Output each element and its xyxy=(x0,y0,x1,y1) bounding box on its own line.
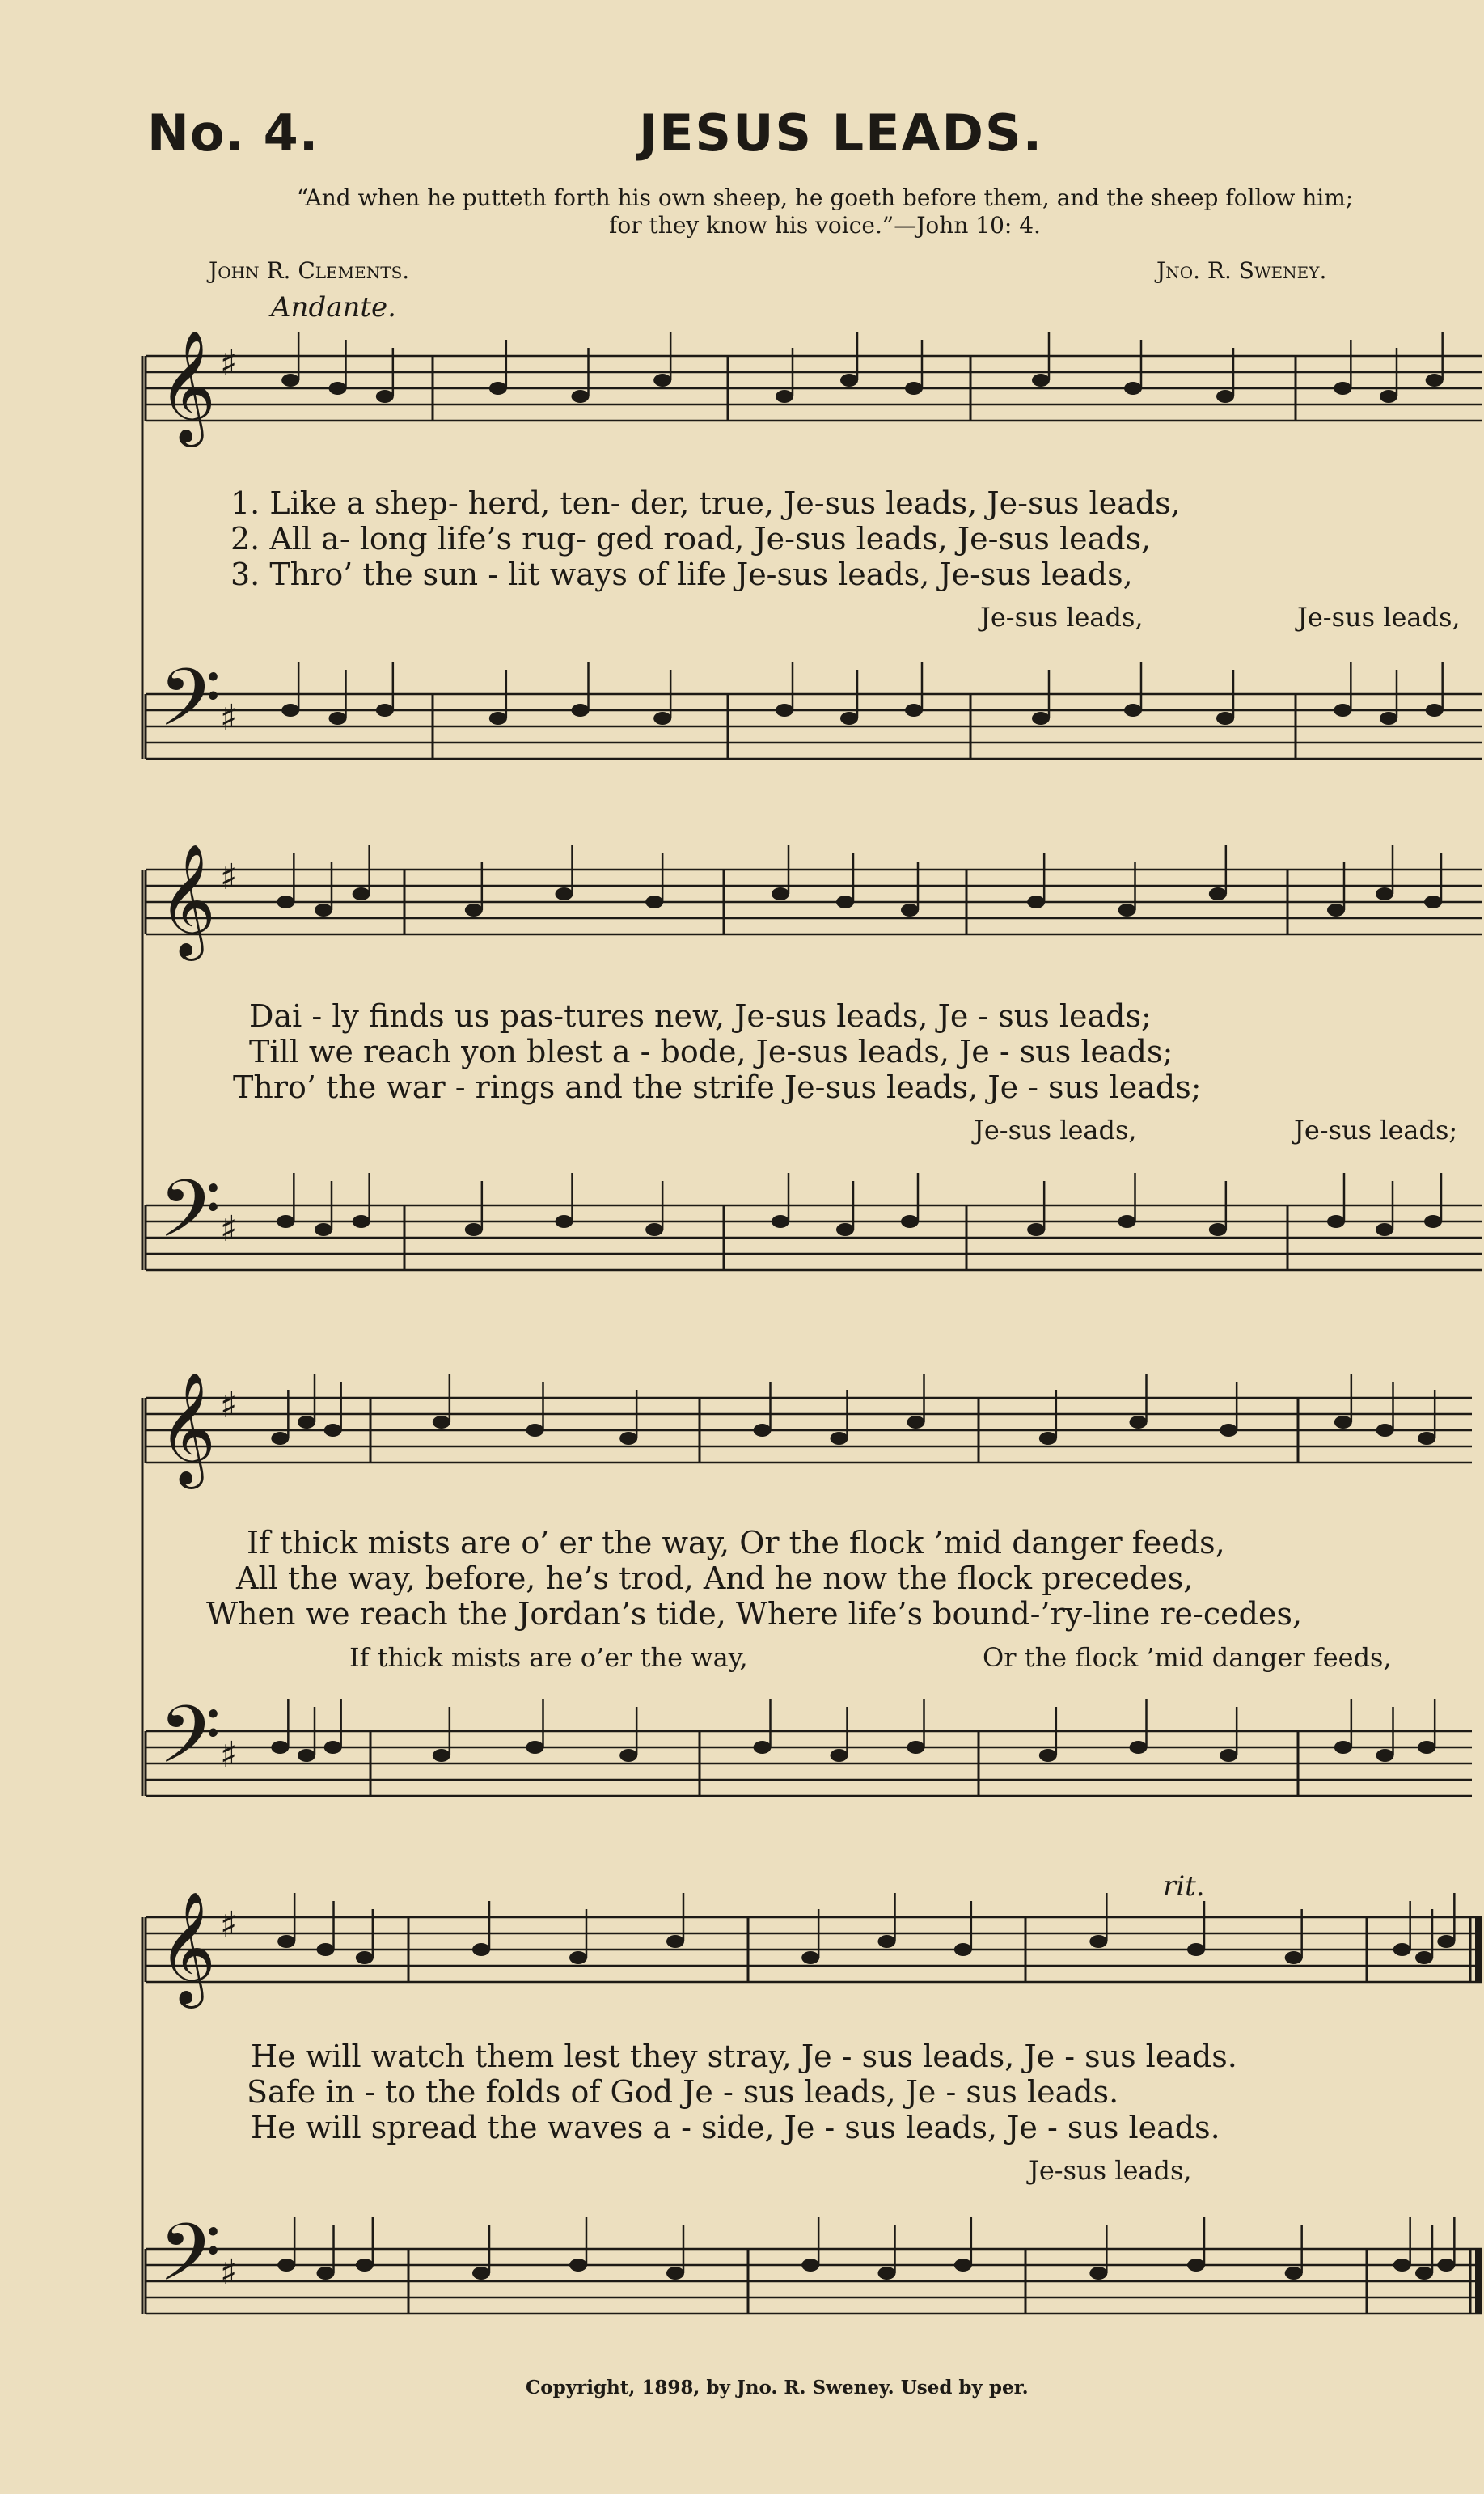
notehead xyxy=(1027,896,1045,908)
key-signature-sharp-icon: ♯ xyxy=(220,1385,238,1426)
notehead xyxy=(878,1935,896,1948)
notehead xyxy=(1376,887,1393,900)
notehead xyxy=(433,1416,450,1429)
hymn-number: No. 4. xyxy=(147,104,319,163)
notehead xyxy=(1380,390,1397,403)
notehead xyxy=(776,390,793,403)
notehead xyxy=(954,1943,972,1956)
notehead xyxy=(840,712,858,725)
verse-line: He will watch them lest they stray, Je - sus leads, Je - sus leads. xyxy=(251,2039,1237,2074)
notehead xyxy=(1216,390,1234,403)
notehead xyxy=(905,704,923,717)
notehead xyxy=(1039,1749,1057,1762)
notehead xyxy=(433,1749,450,1762)
notehead xyxy=(1376,1749,1394,1762)
key-signature-sharp-icon: ♯ xyxy=(220,697,238,739)
notehead xyxy=(465,904,483,917)
alto-text: Je-sus leads; xyxy=(1294,1115,1458,1145)
notehead xyxy=(353,1215,370,1228)
verse-line: Till we reach yon blest a - bode, Je-sus leads, Je - sus leads; xyxy=(249,1034,1173,1069)
notehead xyxy=(277,896,294,908)
notehead xyxy=(653,374,671,387)
notehead xyxy=(1334,704,1351,717)
verse-line: 1. Like a shep- herd, ten- der, true, Je-sus leads, Je-sus leads, xyxy=(230,485,1181,521)
notehead xyxy=(271,1432,289,1445)
verse-line: Dai - ly finds us pas-tures new, Je-sus leads, Je - sus leads; xyxy=(249,998,1152,1034)
notehead xyxy=(489,382,507,395)
notehead xyxy=(1209,887,1227,900)
notehead xyxy=(281,704,299,717)
verse-line: Thro’ the war - rings and the strife Je-sus leads, Je - sus leads; xyxy=(233,1069,1202,1105)
verse-line: When we reach the Jordan’s tide, Where life’s bound-’ry-line re-cedes, xyxy=(206,1596,1303,1632)
bass-clef-icon: 𝄢 xyxy=(159,652,222,764)
notehead xyxy=(1424,896,1442,908)
copyright-notice: Copyright, 1898, by Jno. R. Sweney. Used by per. xyxy=(526,2377,1029,2399)
notehead xyxy=(298,1416,315,1429)
notehead xyxy=(901,1215,919,1228)
notehead xyxy=(329,382,347,395)
notehead xyxy=(831,1749,848,1762)
notehead xyxy=(472,1943,490,1956)
notehead xyxy=(1426,704,1444,717)
treble-clef-icon: 𝄞 xyxy=(159,1372,216,1484)
notehead xyxy=(645,1223,663,1236)
notehead xyxy=(666,2267,684,2280)
notehead xyxy=(1124,382,1142,395)
notehead xyxy=(907,1741,925,1754)
notehead xyxy=(1285,1951,1303,1964)
notehead xyxy=(1376,1424,1394,1437)
final-bar-thick xyxy=(1475,2249,1482,2314)
notehead xyxy=(298,1749,315,1762)
notehead xyxy=(1027,1223,1045,1236)
notehead xyxy=(1415,1951,1433,1964)
notehead xyxy=(772,887,789,900)
notehead xyxy=(281,374,299,387)
notehead xyxy=(1418,1432,1435,1445)
notehead xyxy=(1118,1215,1136,1228)
verse-line: If thick mists are o’ er the way, Or the flock ’mid danger feeds, xyxy=(247,1525,1225,1560)
notehead xyxy=(1209,1223,1227,1236)
notehead xyxy=(271,1741,289,1754)
notehead xyxy=(277,1215,294,1228)
notehead xyxy=(776,704,793,717)
notehead xyxy=(878,2267,896,2280)
notehead xyxy=(836,896,854,908)
notehead xyxy=(836,1223,854,1236)
notehead xyxy=(1415,2267,1433,2280)
alto-text: Je-sus leads, xyxy=(974,1115,1137,1145)
notehead xyxy=(315,1223,332,1236)
verse-line: 3. Thro’ the sun - lit ways of life Je-sus leads, Je-sus leads, xyxy=(230,557,1133,592)
verse-line: All the way, before, he’s trod, And he now the flock precedes, xyxy=(236,1560,1194,1596)
key-signature-sharp-icon: ♯ xyxy=(220,1209,238,1250)
verse-line: Safe in - to the folds of God Je - sus leads, Je - sus leads. xyxy=(247,2074,1119,2110)
notehead xyxy=(754,1741,772,1754)
treble-clef-icon: 𝄞 xyxy=(159,1891,216,2004)
notehead xyxy=(1089,2267,1107,2280)
notehead xyxy=(1220,1749,1237,1762)
bass-clef-icon: 𝄢 xyxy=(159,1689,222,1802)
alto-text: Je-sus leads, xyxy=(980,602,1144,633)
notehead xyxy=(1118,904,1136,917)
notehead xyxy=(1220,1424,1237,1437)
alto-text: Or the flock ’mid danger feeds, xyxy=(983,1642,1392,1673)
notehead xyxy=(1376,1223,1393,1236)
alto-text: Je-sus leads, xyxy=(1029,2155,1192,2186)
notehead xyxy=(653,712,671,725)
notehead xyxy=(569,1951,587,1964)
bass-clef-icon: 𝄢 xyxy=(159,2207,222,2319)
notehead xyxy=(1426,374,1444,387)
notehead xyxy=(801,2259,819,2272)
notehead xyxy=(1437,1935,1455,1948)
notehead xyxy=(556,1215,573,1228)
bass-clef-icon: 𝄢 xyxy=(159,1163,222,1276)
notehead xyxy=(1130,1416,1148,1429)
lyricist: John R. Clements. xyxy=(209,257,410,284)
notehead xyxy=(526,1741,544,1754)
notehead xyxy=(619,1749,637,1762)
key-signature-sharp-icon: ♯ xyxy=(220,2252,238,2293)
notehead xyxy=(1032,712,1050,725)
epigraph: “And when he putteth forth his own sheep, he goeth before them, and the sheep follow him; for they know his voice.”—John 10: 4. xyxy=(296,184,1354,239)
notehead xyxy=(1089,1935,1107,1948)
notehead xyxy=(376,390,394,403)
notehead xyxy=(356,2259,374,2272)
notehead xyxy=(356,1951,374,1964)
notehead xyxy=(754,1424,772,1437)
notehead xyxy=(569,2259,587,2272)
notehead xyxy=(1327,1215,1345,1228)
notehead xyxy=(329,712,347,725)
notehead xyxy=(619,1432,637,1445)
notehead xyxy=(1130,1741,1148,1754)
notehead xyxy=(526,1424,544,1437)
notehead xyxy=(666,1935,684,1948)
notehead xyxy=(556,887,573,900)
notehead xyxy=(1327,904,1345,917)
notehead xyxy=(905,382,923,395)
notehead xyxy=(324,1424,342,1437)
notehead xyxy=(1124,704,1142,717)
notehead xyxy=(315,904,332,917)
notehead xyxy=(1187,1943,1205,1956)
alto-text: Je-sus leads, xyxy=(1297,602,1461,633)
key-signature-sharp-icon: ♯ xyxy=(220,857,238,898)
notehead xyxy=(1187,2259,1205,2272)
tempo-marking: Andante. xyxy=(271,291,396,324)
verse-line: He will spread the waves a - side, Je - sus leads, Je - sus leads. xyxy=(251,2110,1220,2145)
notehead xyxy=(489,712,507,725)
notehead xyxy=(1393,1943,1411,1956)
notehead xyxy=(572,704,590,717)
final-bar-thick xyxy=(1475,1917,1482,1982)
notehead xyxy=(324,1741,342,1754)
notehead xyxy=(1032,374,1050,387)
notehead xyxy=(1393,2259,1411,2272)
notehead xyxy=(1039,1432,1057,1445)
notehead xyxy=(465,1223,483,1236)
notehead xyxy=(353,887,370,900)
notehead xyxy=(831,1432,848,1445)
composer: Jno. R. Sweney. xyxy=(1156,257,1327,284)
notehead xyxy=(472,2267,490,2280)
notehead xyxy=(772,1215,789,1228)
notehead xyxy=(901,904,919,917)
alto-text: If thick mists are o’er the way, xyxy=(349,1642,748,1673)
treble-clef-icon: 𝄞 xyxy=(159,330,216,442)
notehead xyxy=(1334,382,1351,395)
notehead xyxy=(801,1951,819,1964)
treble-clef-icon: 𝄞 xyxy=(159,844,216,956)
notehead xyxy=(1285,2267,1303,2280)
notehead xyxy=(840,374,858,387)
notehead xyxy=(572,390,590,403)
notehead xyxy=(317,1943,335,1956)
ritardando-marking: rit. xyxy=(1163,1870,1205,1903)
hymn-title: JESUS LEADS. xyxy=(639,104,1044,163)
notehead xyxy=(1418,1741,1435,1754)
notehead xyxy=(1334,1741,1352,1754)
notehead xyxy=(1216,712,1234,725)
notehead xyxy=(1334,1416,1352,1429)
notehead xyxy=(645,896,663,908)
notehead xyxy=(954,2259,972,2272)
notehead xyxy=(1380,712,1397,725)
key-signature-sharp-icon: ♯ xyxy=(220,1734,238,1776)
notehead xyxy=(1424,1215,1442,1228)
notehead xyxy=(277,1935,295,1948)
notehead xyxy=(1437,2259,1455,2272)
key-signature-sharp-icon: ♯ xyxy=(220,343,238,384)
notehead xyxy=(376,704,394,717)
verse-line: 2. All a- long life’s rug- ged road, Je-sus leads, Je-sus leads, xyxy=(230,521,1152,557)
notehead xyxy=(317,2267,335,2280)
notehead xyxy=(277,2259,295,2272)
notehead xyxy=(907,1416,925,1429)
key-signature-sharp-icon: ♯ xyxy=(220,1904,238,1946)
